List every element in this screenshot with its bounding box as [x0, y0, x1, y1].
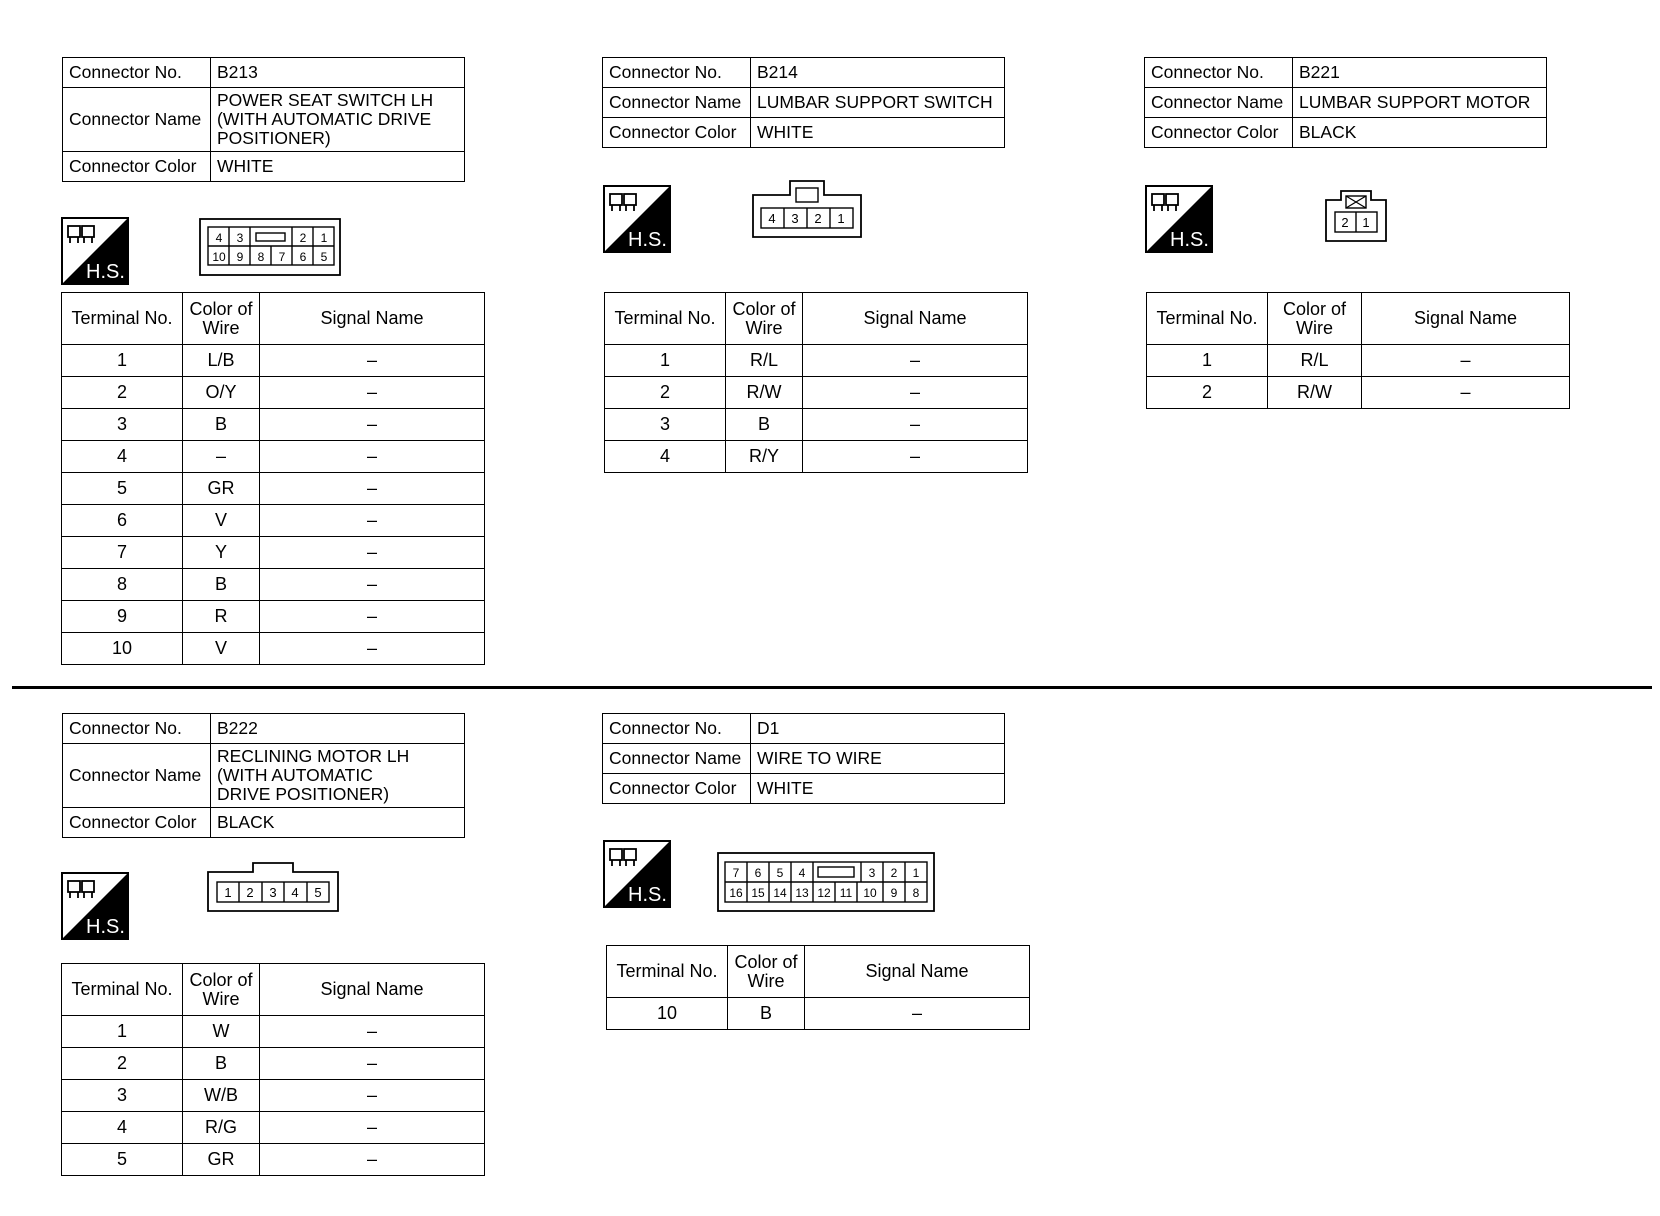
pin-label: 1: [224, 885, 232, 900]
connector-face-b221: [1325, 190, 1387, 242]
wire-color: W/B: [183, 1080, 260, 1112]
signal-name: –: [260, 441, 485, 473]
terminal-no: 4: [62, 441, 183, 473]
wire-color: R/W: [726, 377, 803, 409]
connector-no-label: Connector No.: [603, 714, 751, 744]
table-row: [62, 473, 485, 505]
pin-label: 2: [814, 211, 822, 226]
connector-name-label: Connector Name: [603, 744, 751, 774]
pin-label: 5: [776, 866, 784, 880]
connector-color-value: WHITE: [751, 118, 1005, 148]
terminal-table-b222: [61, 963, 485, 1176]
table-row: [62, 1048, 485, 1080]
connector-block-b213: [62, 57, 465, 182]
pin-label: 4: [768, 211, 776, 226]
terminal-no: 5: [62, 1144, 183, 1176]
table-row: [62, 1016, 485, 1048]
connector-name-value: WIRE TO WIRE: [751, 744, 1005, 774]
terminal-no: 1: [605, 345, 726, 377]
pin-label: 10: [863, 886, 877, 900]
signal-name: –: [803, 409, 1028, 441]
pin-label: 3: [868, 866, 876, 880]
pin-label: 6: [754, 866, 762, 880]
terminal-no: 4: [62, 1112, 183, 1144]
connector-no-value: B213: [211, 58, 465, 88]
connector-block-b214: [602, 57, 1005, 148]
connector-name-line: POSITIONER): [217, 128, 331, 148]
wire-color: Y: [183, 537, 260, 569]
harness-side-icon: [61, 872, 129, 940]
color-of-wire-header: Color of Wire: [1268, 293, 1362, 345]
connector-color-label: Connector Color: [603, 774, 751, 804]
connector-color-label: Connector Color: [603, 118, 751, 148]
connector-color-label: Connector Color: [63, 808, 211, 838]
table-row: [62, 537, 485, 569]
wire-color: L/B: [183, 345, 260, 377]
table-row: [1147, 377, 1570, 409]
connector-color-value: BLACK: [1293, 118, 1547, 148]
signal-name-header: Signal Name: [805, 946, 1030, 998]
connector-face-b214: [752, 180, 862, 238]
connector-no-value: D1: [751, 714, 1005, 744]
connector-info-table: [62, 57, 465, 182]
table-row: [62, 1112, 485, 1144]
table-row: [62, 1080, 485, 1112]
connector-face-b222: [207, 862, 339, 912]
connector-info-table: [62, 713, 465, 838]
pin-label: 5: [314, 885, 322, 900]
pin-label: 16: [729, 886, 743, 900]
terminal-no: 9: [62, 601, 183, 633]
color-of-wire-header: Color of Wire: [728, 946, 805, 998]
pin-label: 2: [890, 866, 898, 880]
terminal-no: 5: [62, 473, 183, 505]
connector-no-label: Connector No.: [63, 58, 211, 88]
connector-no-label: Connector No.: [603, 58, 751, 88]
pin-label: 9: [890, 886, 898, 900]
signal-name-header: Signal Name: [260, 964, 485, 1016]
pin-label: 6: [299, 250, 307, 264]
signal-name: –: [260, 633, 485, 665]
terminal-no: 10: [607, 998, 728, 1030]
signal-name: –: [803, 377, 1028, 409]
signal-name: –: [260, 377, 485, 409]
harness-side-icon: [61, 217, 129, 285]
connector-color-label: Connector Color: [63, 152, 211, 182]
pin-label: 13: [795, 886, 809, 900]
signal-name: –: [260, 345, 485, 377]
pin-label: 4: [291, 885, 299, 900]
harness-side-icon: [603, 185, 671, 253]
signal-name: –: [260, 601, 485, 633]
pin-label: 8: [912, 886, 920, 900]
connector-info-table: [602, 713, 1005, 804]
harness-side-icon: [1145, 185, 1213, 253]
pin-label: 7: [732, 866, 740, 880]
pin-label: 1: [320, 231, 328, 245]
terminal-no: 3: [62, 1080, 183, 1112]
table-row: [62, 1144, 485, 1176]
terminal-no: 6: [62, 505, 183, 537]
color-of-wire-header: Color of Wire: [183, 964, 260, 1016]
wire-color: GR: [183, 473, 260, 505]
signal-name: –: [260, 1080, 485, 1112]
pin-label: 15: [751, 886, 765, 900]
terminal-no: 1: [62, 1016, 183, 1048]
terminal-no: 3: [605, 409, 726, 441]
connector-color-value: BLACK: [211, 808, 465, 838]
signal-name: –: [260, 1048, 485, 1080]
terminal-no: 2: [1147, 377, 1268, 409]
connector-face-b213: [199, 218, 341, 276]
terminal-no: 10: [62, 633, 183, 665]
connector-no-label: Connector No.: [1145, 58, 1293, 88]
connector-block-d1: [602, 713, 1005, 804]
connector-block-b222: [62, 713, 465, 838]
pin-label: 10: [212, 250, 226, 264]
terminal-no-header: Terminal No.: [605, 293, 726, 345]
terminal-no-header: Terminal No.: [62, 293, 183, 345]
pin-label: 4: [798, 866, 806, 880]
connector-color-value: WHITE: [211, 152, 465, 182]
connector-name-line: DRIVE POSITIONER): [217, 784, 390, 804]
wire-color: R/G: [183, 1112, 260, 1144]
pin-label: 2: [246, 885, 254, 900]
pin-label: 14: [773, 886, 787, 900]
terminal-table-b221: [1146, 292, 1570, 409]
connector-name-value: [211, 88, 465, 152]
table-row: [62, 505, 485, 537]
signal-name-header: Signal Name: [803, 293, 1028, 345]
signal-name-header: Signal Name: [1362, 293, 1570, 345]
table-row: [62, 569, 485, 601]
connector-block-b221: [1144, 57, 1547, 148]
connector-no-label: Connector No.: [63, 714, 211, 744]
wire-color: V: [183, 505, 260, 537]
wire-color: R/L: [1268, 345, 1362, 377]
pin-label: 5: [320, 250, 328, 264]
table-row: [605, 345, 1028, 377]
connector-name-label: Connector Name: [63, 744, 211, 808]
signal-name: –: [260, 569, 485, 601]
table-row: [62, 601, 485, 633]
connector-name-value: LUMBAR SUPPORT SWITCH: [751, 88, 1005, 118]
table-row: [605, 409, 1028, 441]
pin-label: 12: [817, 886, 831, 900]
wire-color: V: [183, 633, 260, 665]
terminal-no: 2: [62, 1048, 183, 1080]
signal-name: –: [260, 505, 485, 537]
connector-face-d1: [717, 852, 935, 912]
terminal-no: 7: [62, 537, 183, 569]
wire-color: B: [183, 409, 260, 441]
terminal-no-header: Terminal No.: [1147, 293, 1268, 345]
table-row: [62, 441, 485, 473]
pin-label: 8: [257, 250, 265, 264]
connector-no-value: B221: [1293, 58, 1547, 88]
wire-color: B: [183, 1048, 260, 1080]
table-row: [605, 441, 1028, 473]
table-row: [605, 377, 1028, 409]
connector-name-line: (WITH AUTOMATIC: [217, 765, 373, 785]
terminal-table-b213: [61, 292, 485, 665]
connector-info-table: [1144, 57, 1547, 148]
connector-color-label: Connector Color: [1145, 118, 1293, 148]
hs-badge-text: H.S.: [628, 229, 667, 251]
signal-name: –: [1362, 345, 1570, 377]
terminal-no: 8: [62, 569, 183, 601]
wire-color: –: [183, 441, 260, 473]
color-of-wire-header: Color of Wire: [183, 293, 260, 345]
pin-label: 11: [839, 886, 853, 900]
terminal-no: 4: [605, 441, 726, 473]
pin-label: 9: [236, 250, 244, 264]
pin-label: 3: [791, 211, 799, 226]
color-of-wire-header: Color of Wire: [726, 293, 803, 345]
wire-color: W: [183, 1016, 260, 1048]
connector-name-line: (WITH AUTOMATIC DRIVE: [217, 109, 432, 129]
harness-side-icon: [603, 840, 671, 908]
wire-color: B: [726, 409, 803, 441]
connector-name-line: RECLINING MOTOR LH: [217, 746, 410, 766]
pin-label: 7: [278, 250, 286, 264]
connector-info-table: [602, 57, 1005, 148]
connector-name-label: Connector Name: [1145, 88, 1293, 118]
hs-badge-text: H.S.: [628, 884, 667, 906]
connector-name-value: LUMBAR SUPPORT MOTOR: [1293, 88, 1547, 118]
table-row: [62, 377, 485, 409]
wire-color: O/Y: [183, 377, 260, 409]
terminal-no-header: Terminal No.: [607, 946, 728, 998]
pin-label: 3: [236, 231, 244, 245]
signal-name: –: [260, 537, 485, 569]
signal-name: –: [805, 998, 1030, 1030]
connector-name-label: Connector Name: [603, 88, 751, 118]
pin-label: 3: [269, 885, 277, 900]
table-row: [62, 633, 485, 665]
signal-name: –: [260, 1016, 485, 1048]
wire-color: B: [728, 998, 805, 1030]
terminal-table-d1: [606, 945, 1030, 1030]
connector-name-value: [211, 744, 465, 808]
connector-name-line: POWER SEAT SWITCH LH: [217, 90, 434, 110]
section-divider: [12, 686, 1652, 689]
wire-color: R: [183, 601, 260, 633]
terminal-table-b214: [604, 292, 1028, 473]
pin-label: 1: [837, 211, 845, 226]
signal-name: –: [260, 1112, 485, 1144]
hs-badge-text: H.S.: [86, 261, 125, 283]
pin-label: 2: [299, 231, 307, 245]
signal-name: –: [260, 473, 485, 505]
pin-label: 2: [1341, 215, 1349, 230]
table-row: [1147, 345, 1570, 377]
signal-name: –: [803, 441, 1028, 473]
pin-label: 1: [912, 866, 920, 880]
table-row: [62, 409, 485, 441]
terminal-no: 2: [605, 377, 726, 409]
connector-color-value: WHITE: [751, 774, 1005, 804]
table-row: [62, 345, 485, 377]
signal-name: –: [260, 409, 485, 441]
connector-no-value: B222: [211, 714, 465, 744]
hs-badge-text: H.S.: [1170, 229, 1209, 251]
connector-name-label: Connector Name: [63, 88, 211, 152]
wire-color: R/L: [726, 345, 803, 377]
wire-color: GR: [183, 1144, 260, 1176]
terminal-no: 2: [62, 377, 183, 409]
hs-badge-text: H.S.: [86, 916, 125, 938]
terminal-no-header: Terminal No.: [62, 964, 183, 1016]
wire-color: B: [183, 569, 260, 601]
wire-color: R/Y: [726, 441, 803, 473]
table-row: [607, 998, 1030, 1030]
connector-no-value: B214: [751, 58, 1005, 88]
signal-name: –: [803, 345, 1028, 377]
signal-name: –: [260, 1144, 485, 1176]
terminal-no: 1: [1147, 345, 1268, 377]
terminal-no: 1: [62, 345, 183, 377]
pin-label: 1: [1362, 215, 1370, 230]
terminal-no: 3: [62, 409, 183, 441]
pin-label: 4: [215, 231, 223, 245]
wire-color: R/W: [1268, 377, 1362, 409]
signal-name: –: [1362, 377, 1570, 409]
signal-name-header: Signal Name: [260, 293, 485, 345]
